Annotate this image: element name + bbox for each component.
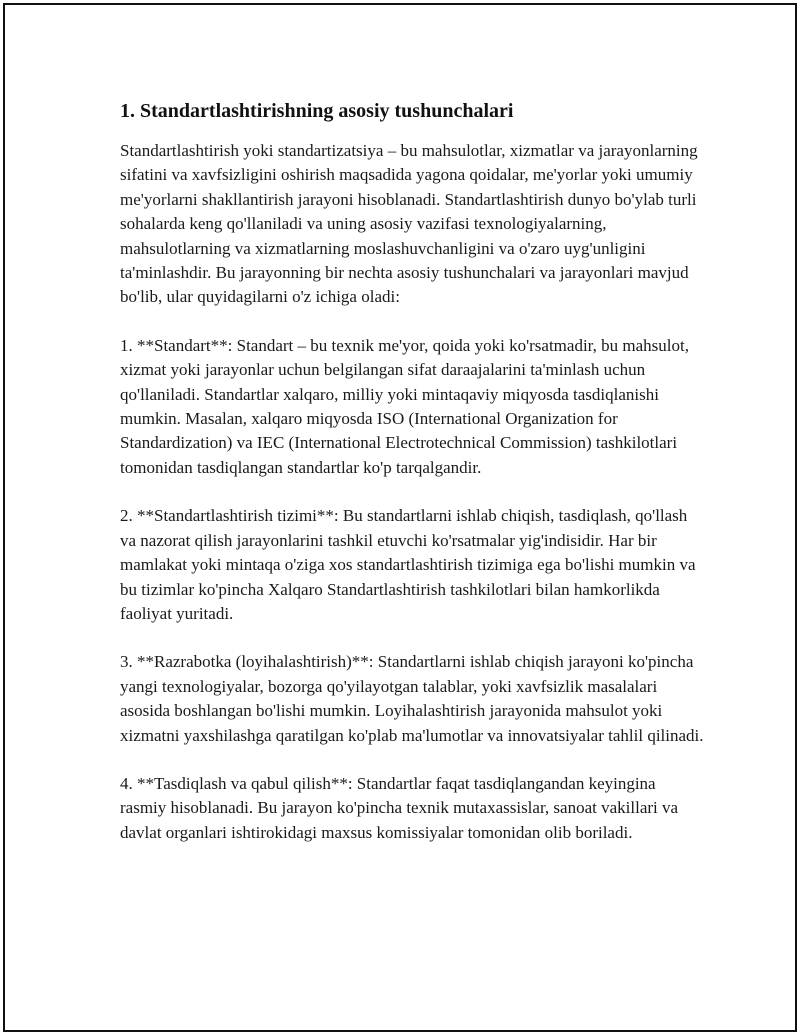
intro-paragraph: Standartlashtirish yoki standartizatsiya – bu mahsulotlar, xizmatlar va jarayonlarning sifatini va xavfsizligini oshirish maqsadida yagona qoidalar, me'yorlar yoki umumiy me'yorlarni shakllantirish jarayoni hisoblanadi. Standartlashtirish dunyo bo'ylab turli sohalarda keng qo'llaniladi va uning asosiy vazifasi texnologiyalarning, mahsulotlarning va xizmatlarning moslashuvchanligini va o'zaro uyg'unligini ta'minlashdir. Bu jarayonning bir nechta asosiy tushunchalari va jarayonlari mavjud bo'lib, ular quyidagilarni o'z ichiga oladi: <box>120 141 698 307</box>
document-body <box>120 97 705 869</box>
paragraph-standartlashtirish-tizimi: 2. **Standartlashtirish tizimi**: Bu standartlarni ishlab chiqish, tasdiqlash, qo'llash va nazorat qilish jarayonlarini tashkil etuvchi ko'rsatmalar yig'indisidir. Har bir mamlakat yoki mintaqa o'ziga xos standartlashtirish tizimiga ega bo'lishi mumkin va bu tizimlar ko'pincha Xalqaro Standartlashtirish tashkilotlari bilan hamkorlikda faoliyat yuritadi. <box>120 506 696 623</box>
document-title: 1. Standartlashtirishning asosiy tushunchalari <box>120 100 514 122</box>
page-frame <box>3 3 797 1032</box>
paragraph-standart: 1. **Standart**: Standart – bu texnik me'yor, qoida yoki ko'rsatmadir, bu mahsulot, xizmat yoki jarayonlar uchun belgilangan sifat daraajalarini ta'minlash uchun qo'llaniladi. Standartlar xalqaro, milliy yoki mintaqaviy miqyosda tasdiqlanishi mumkin. Masalan, xalqaro miqyosda ISO (International Organization for Standardization) va IEC (International Electrotechnical Commission) tashkilotlari tomonidan tasdiqlangan standartlar ko'p tarqalgandir. <box>120 335 689 477</box>
paragraph-tasdiqlash: 4. **Tasdiqlash va qabul qilish**: Standartlar faqat tasdiqlangandan keyingina rasmiy hisoblanadi. Bu jarayon ko'pincha texnik mutaxassislar, sanoat vakillari va davlat organlari ishtirokidagi maxsus komissiyalar tomonidan olib boriladi. <box>120 773 679 842</box>
paragraph-razrabotka: 3. **Razrabotka (loyihalashtirish)**: Standartlarni ishlab chiqish jarayoni ko'pincha yangi texnologiyalar, bozorga qo'yilayotgan talablar, yoki xavfsizlik masalalari asosida boshlangan bo'lishi mumkin. Loyihalashtirish jarayonida mahsulot yoki xizmatni yaxshilashga qaratilgan ko'plab ma'lumotlar va innovatsiyalar tahlil qilinadi. <box>120 652 704 745</box>
